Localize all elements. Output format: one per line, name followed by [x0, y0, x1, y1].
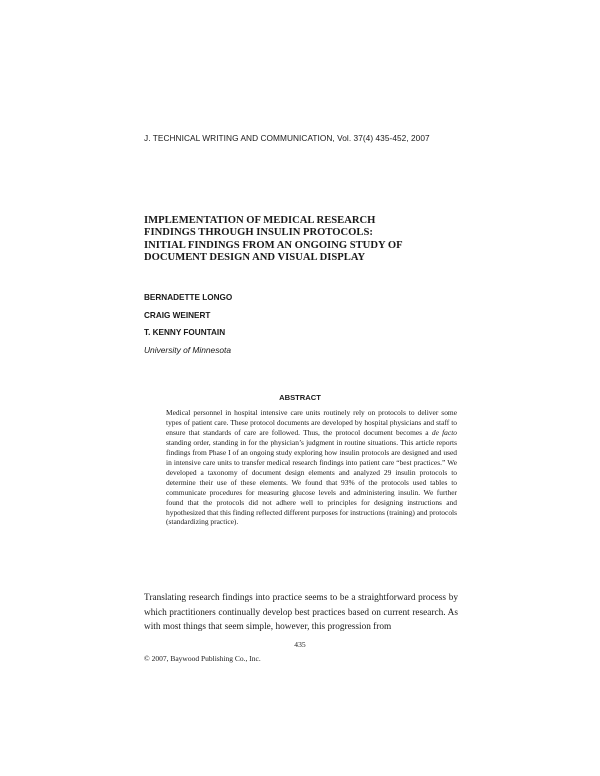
- title-line: DOCUMENT DESIGN AND VISUAL DISPLAY: [144, 251, 366, 263]
- abstract-text: [166, 408, 457, 527]
- title-line: FINDINGS THROUGH INSULIN PROTOCOLS:: [144, 227, 373, 239]
- page-number: 435: [294, 640, 306, 649]
- author-name: BERNADETTE LONGO: [144, 293, 233, 302]
- author-name: CRAIG WEINERT: [144, 311, 211, 320]
- author-affiliation: University of Minnesota: [144, 345, 232, 355]
- abstract-heading: ABSTRACT: [279, 393, 321, 402]
- title-line: INITIAL FINDINGS FROM AN ONGOING STUDY OF: [144, 239, 403, 251]
- abstract-text-part: standing order, standing in for the physician’s judgment in routine situations. This article reports findings from Phase I of an ongoing study exploring how insulin protocols are designed and used in intensive care units to transfer medical research findings into patient care “best practices.” We developed a taxonomy of document design elements and analyzed 29 insulin protocols to determine their use of these elements. We found that 93% of the protocols used tables to communicate procedures for measuring glucose levels and administering insulin. We further found that the protocols did not adhere well to principles for designing instructions and hypothesized that this finding reflected different purposes for instructions (training) and protocols (standardizing practice).: [166, 437, 457, 527]
- journal-citation: J. TECHNICAL WRITING AND COMMUNICATION, Vol. 37(4) 435-452, 2007: [144, 133, 430, 143]
- abstract-text-part: Medical personnel in hospital intensive care units routinely rely on protocols to deliver some types of patient care. These protocol documents are developed by hospital physicians and staff to ensure that standards of care are followed. Thus, the protocol document becomes a: [166, 408, 457, 437]
- author-name: T. KENNY FOUNTAIN: [144, 328, 226, 337]
- article-title: [144, 215, 474, 264]
- body-paragraph: Translating research findings into practice seems to be a straightforward process by which practitioners continually develop best practices based on current research. As with most things that seem simple, however, this progression from: [144, 593, 458, 633]
- title-line: IMPLEMENTATION OF MEDICAL RESEARCH: [144, 215, 376, 226]
- copyright-notice: © 2007, Baywood Publishing Co., Inc.: [144, 654, 261, 663]
- abstract-italic-term: de facto: [431, 427, 457, 437]
